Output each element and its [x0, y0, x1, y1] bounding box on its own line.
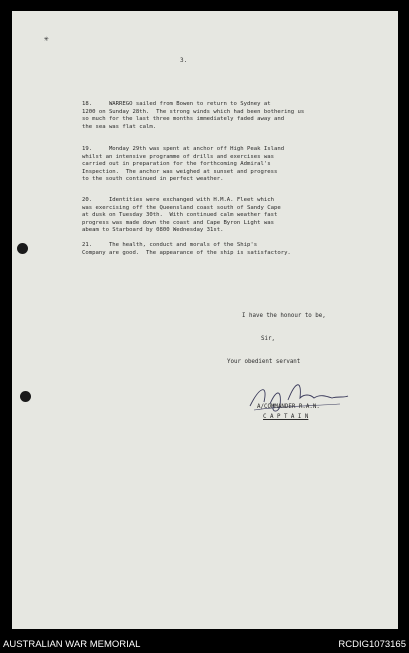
text-line: carried out in preparation for the forthcoming Admiral's	[82, 161, 271, 168]
paragraph-18	[82, 101, 370, 131]
text-line: so much for the last three months immediately faded away and	[82, 116, 285, 123]
punch-hole-top	[17, 243, 28, 254]
text-line: at dusk on Tuesday 30th. With continued calm weather fast	[82, 212, 278, 219]
page-number: 3.	[180, 57, 188, 64]
paragraph-19	[82, 146, 370, 184]
text-line: 20. Identities were exchanged with H.M.A. Fleet which	[82, 197, 274, 203]
handwritten-signature	[240, 376, 360, 416]
closing-servant: Your obedient servant	[227, 359, 301, 365]
signatory-title: C A P T A I N	[263, 414, 309, 420]
signatory-rank: A/COMMANDER R.A.N.	[257, 404, 320, 410]
text-line: Company are good. The appearance of the ship is satisfactory.	[82, 249, 291, 256]
paragraph-20	[82, 197, 370, 235]
text-line: was exercising off the Queensland coast south of Sandy Cape	[82, 204, 281, 211]
paragraph-21	[82, 242, 370, 257]
closing-honour: I have the honour to be,	[242, 313, 326, 319]
text-line: 18. WARREGO sailed from Bowen to return to Sydney at	[82, 101, 271, 107]
text-line: Inspection. The anchor was weighed at sunset and progress	[82, 168, 278, 175]
text-line: 1200 on Sunday 28th. The strong winds which had been bothering us	[82, 108, 305, 115]
text-line: to the south continued in perfect weather.	[82, 176, 224, 183]
text-line: 21. The health, conduct and morals of the Ship's	[82, 242, 258, 248]
archive-footer	[0, 636, 409, 653]
text-line: 19. Monday 29th was spent at anchor off High Peak Island	[82, 146, 285, 152]
ink-mark-icon: ✳	[44, 34, 49, 43]
footer-institution: AUSTRALIAN WAR MEMORIAL	[3, 639, 141, 650]
text-line: progress was made down the coast and Cape Byron Light was	[82, 219, 274, 226]
closing-salutation: Sir,	[261, 336, 275, 342]
footer-record-id: RCDIG1073165	[338, 639, 406, 650]
text-line: abeam to Starboard by 0800 Wednesday 31st.	[82, 227, 224, 234]
text-line: whilst an intensive programme of drills and exercises was	[82, 153, 274, 160]
text-line: the sea was flat calm.	[82, 123, 157, 130]
punch-hole-bottom	[20, 391, 31, 402]
